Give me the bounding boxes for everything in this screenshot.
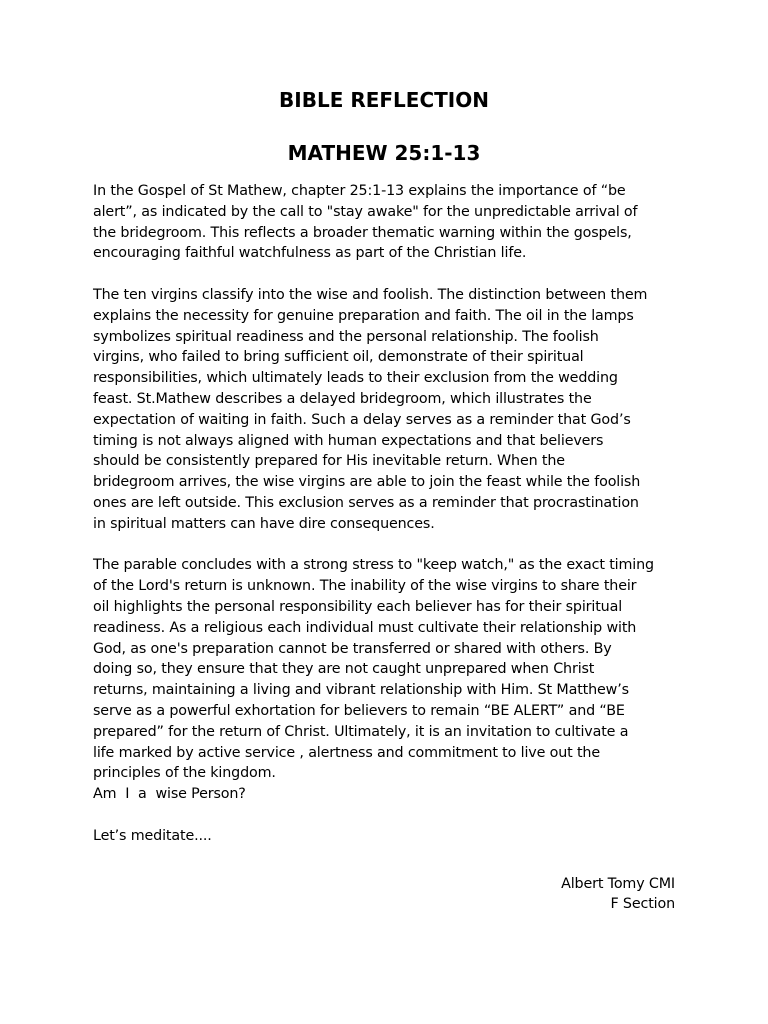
- paragraph-line: principles of the kingdom.: [93, 765, 276, 782]
- paragraph-line: prepared” for the return of Christ. Ultimately, it is an invitation to cultivate a: [93, 723, 629, 740]
- paragraph-line: In the Gospel of St Mathew, chapter 25:1-13 explains the importance of “be: [93, 183, 626, 199]
- paragraph-line: doing so, they ensure that they are not caught unprepared when Christ: [93, 661, 595, 678]
- paragraph-line: life marked by active service , alertness and commitment to live out the: [93, 744, 600, 761]
- paragraph-line: symbolizes spiritual readiness and the personal relationship. The foolish: [93, 328, 599, 345]
- paragraph-virgins: [93, 285, 675, 535]
- page-subtitle: MATHEW 25:1-13: [287, 141, 481, 165]
- paragraph-line: God, as one's preparation cannot be transferred or shared with others. By: [93, 640, 612, 657]
- paragraph-line: The ten virgins classify into the wise and foolish. The distinction between them: [93, 286, 648, 303]
- closing-line: Let’s meditate....: [93, 827, 212, 844]
- paragraph-line: oil highlights the personal responsibility each believer has for their spiritual: [93, 598, 623, 615]
- reflection-question: Am I a wise Person?: [93, 786, 246, 803]
- paragraph-line: of the Lord's return is unknown. The inability of the wise virgins to share their: [93, 578, 637, 595]
- paragraph-line: the bridegroom. This reflects a broader thematic warning within the gospels,: [93, 224, 632, 241]
- signature-section: F Section: [610, 896, 675, 913]
- paragraph-line: readiness. As a religious each individual must cultivate their relationship with: [93, 619, 637, 636]
- paragraph-line: timing is not always aligned with human expectations and that believers: [93, 432, 604, 449]
- paragraph-line: virgins, who failed to bring sufficient oil, demonstrate of their spiritual: [93, 349, 584, 366]
- paragraph-conclusion: [93, 555, 675, 805]
- paragraph-line: explains the necessity for genuine preparation and faith. The oil in the lamps: [93, 307, 634, 324]
- paragraph-line: returns, maintaining a living and vibrant relationship with Him. St Matthew’s: [93, 682, 629, 699]
- paragraph-line: in spiritual matters can have dire consequences.: [93, 515, 435, 532]
- paragraph-line: ones are left outside. This exclusion serves as a reminder that procrastination: [93, 494, 639, 511]
- paragraph-line: should be consistently prepared for His inevitable return. When the: [93, 453, 565, 470]
- paragraph-line: alert”, as indicated by the call to "stay awake" for the unpredictable arrival of: [93, 203, 638, 220]
- paragraph-line: expectation of waiting in faith. Such a delay serves as a reminder that God’s: [93, 411, 631, 428]
- paragraph-line: The parable concludes with a strong stress to "keep watch," as the exact timing: [93, 557, 654, 574]
- paragraph-line: bridegroom arrives, the wise virgins are able to join the feast while the foolish: [93, 474, 641, 491]
- document-page: [93, 86, 675, 915]
- paragraph-line: encouraging faithful watchfulness as part of the Christian life.: [93, 245, 527, 262]
- paragraph-line: serve as a powerful exhortation for believers to remain “BE ALERT” and “BE: [93, 702, 625, 719]
- paragraph-line: feast. St.Mathew describes a delayed bridegroom, which illustrates the: [93, 390, 592, 407]
- paragraph-line: responsibilities, which ultimately leads to their exclusion from the wedding: [93, 370, 618, 387]
- paragraph-intro: [93, 181, 675, 264]
- signature-block: [93, 874, 675, 916]
- signature-name: Albert Tomy CMI: [561, 875, 675, 892]
- page-title: BIBLE REFLECTION: [279, 88, 489, 112]
